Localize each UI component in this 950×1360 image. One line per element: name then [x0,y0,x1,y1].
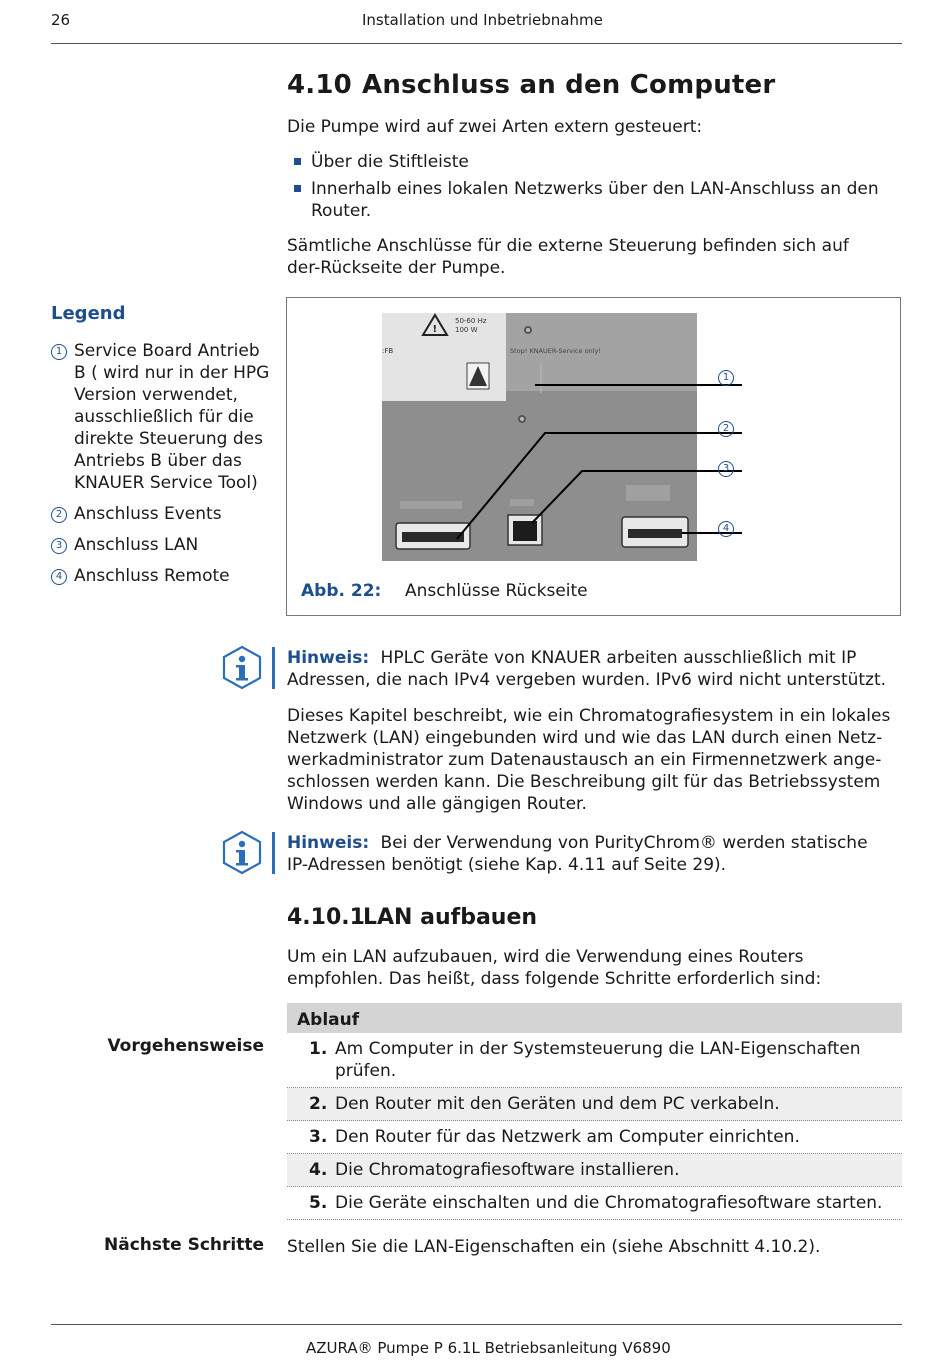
next-steps-text: Stellen Sie die LAN-Eigenschaften ein (siehe Abschnitt 4.10.2). [287,1237,821,1257]
callout-marker: 2 [718,421,734,437]
legend-item-text: Anschluss LAN [74,535,199,555]
callout-marker: 2 [51,507,67,523]
figure-caption [301,581,588,601]
step-number: 3. [309,1127,328,1147]
procedure-step [287,1187,902,1220]
section-intro: Die Pumpe wird auf zwei Arten extern gesteuert: [287,117,703,137]
power-label: 100 W [455,326,478,334]
figure-label: Abb. 22: [301,581,382,601]
subsection-intro: Um ein LAN aufzubauen, wird die Verwendung eines Routers empfohlen. Das heißt, dass folgende Schritte erforderlich sind: [287,947,822,989]
legend-item-text: Anschluss Remote [74,566,230,586]
info-icon [222,645,278,691]
step-number: 5. [309,1193,328,1213]
section-paragraph: Sämtliche Anschlüsse für die externe Steuerung befinden sich auf der-Rückseite der Pumpe. [287,236,849,278]
step-number: 1. [309,1039,328,1059]
procedure-step [287,1088,902,1121]
procedure-step [287,1033,902,1088]
legend-item [51,503,276,525]
note-tag: Hinweis: [287,648,370,668]
freq-label: 50-60 Hz [455,317,487,325]
step-text: Den Router für das Netzwerk am Computer einrichten. [335,1127,800,1147]
note-tag: Hinweis: [287,833,370,853]
rear-panel-photo [382,313,742,563]
next-steps-side-label: Nächste Schritte [104,1235,264,1255]
legend-item-text: Service Board Antrieb B ( wird nur in der HPG Version verwendet, ausschließlich für die direkte Steuerung des Antriebs B über das KNAUER Service Tool) [74,341,270,493]
figure-caption-text: Anschlüsse Rückseite [405,581,588,601]
legend-item [51,340,276,494]
bullet-item: Innerhalb eines lokalen Netzwerks über den LAN-Anschluss an den Router. [287,178,887,222]
section-title: Anschluss an den Computer [362,70,776,100]
procedure-step [287,1154,902,1187]
callout-marker: 4 [718,521,734,537]
header-divider [51,43,902,44]
section-number: 4.10 [287,70,352,100]
callout-marker: 1 [718,370,734,386]
callout-marker: 3 [718,461,734,477]
running-header: Installation und Inbetriebnahme [362,11,603,29]
footer-divider [51,1324,902,1325]
legend-item [51,565,276,587]
subsection-number: 4.10.1 [287,905,365,930]
note-hint [287,832,887,876]
footer-text: AZURA® Pumpe P 6.1L Betriebsanleitung V6890 [306,1339,671,1357]
svg-text:!: ! [432,324,438,335]
note-hint [287,647,902,691]
bullet-item: Über die Stiftleiste [287,151,887,173]
subsection-title: LAN aufbauen [363,905,538,930]
legend-list [51,340,276,596]
step-text: Den Router mit den Geräten und dem PC verkabeln. [335,1094,780,1114]
step-text: Am Computer in der Systemsteuerung die LAN-Eigenschaften prüfen. [335,1039,861,1081]
step-number: 4. [309,1160,328,1180]
chapter-description: Dieses Kapitel beschreibt, wie ein Chromatografiesystem in ein lokales Netzwerk (LAN) eingebunden wird und wie das LAN durch einen Netzwerkadministrator zum Datenaustausch an ein Firmennetzwerk angeschlossen werden kann. Die Beschreibung gilt für das Betriebssystem Windows und alle gängigen Router. [287,706,891,814]
callout-marker: 3 [51,538,67,554]
procedure-table [287,1003,902,1220]
section-heading [287,70,775,100]
procedure-header: Ablauf [287,1003,902,1033]
step-text: Die Chromatografiesoftware installieren. [335,1160,680,1180]
step-number: 2. [309,1094,328,1114]
fb-label: :FB [382,347,394,355]
note-text: Bei der Verwendung von PurityChrom® werden statische IP-Adressen benötigt (siehe Kap. 4.11 auf Seite 29). [287,833,868,875]
bullet-list [287,151,887,222]
legend-item-text: Anschluss Events [74,504,222,524]
step-text: Die Geräte einschalten und die Chromatografiesoftware starten. [335,1193,883,1213]
page-number: 26 [51,11,71,29]
stop-label: Stop! KNAUER-Service only! [510,347,601,355]
legend-title: Legend [51,303,126,324]
subsection-heading [287,905,537,930]
callout-marker: 1 [51,344,67,360]
note-text: HPLC Geräte von KNAUER arbeiten ausschließlich mit IP Adressen, die nach IPv4 vergeben wurden. IPv6 wird nicht unterstützt. [287,648,887,690]
procedure-side-label: Vorgehensweise [107,1036,264,1056]
legend-item [51,534,276,556]
callout-marker: 4 [51,569,67,585]
info-icon [222,830,278,876]
procedure-step [287,1121,902,1154]
